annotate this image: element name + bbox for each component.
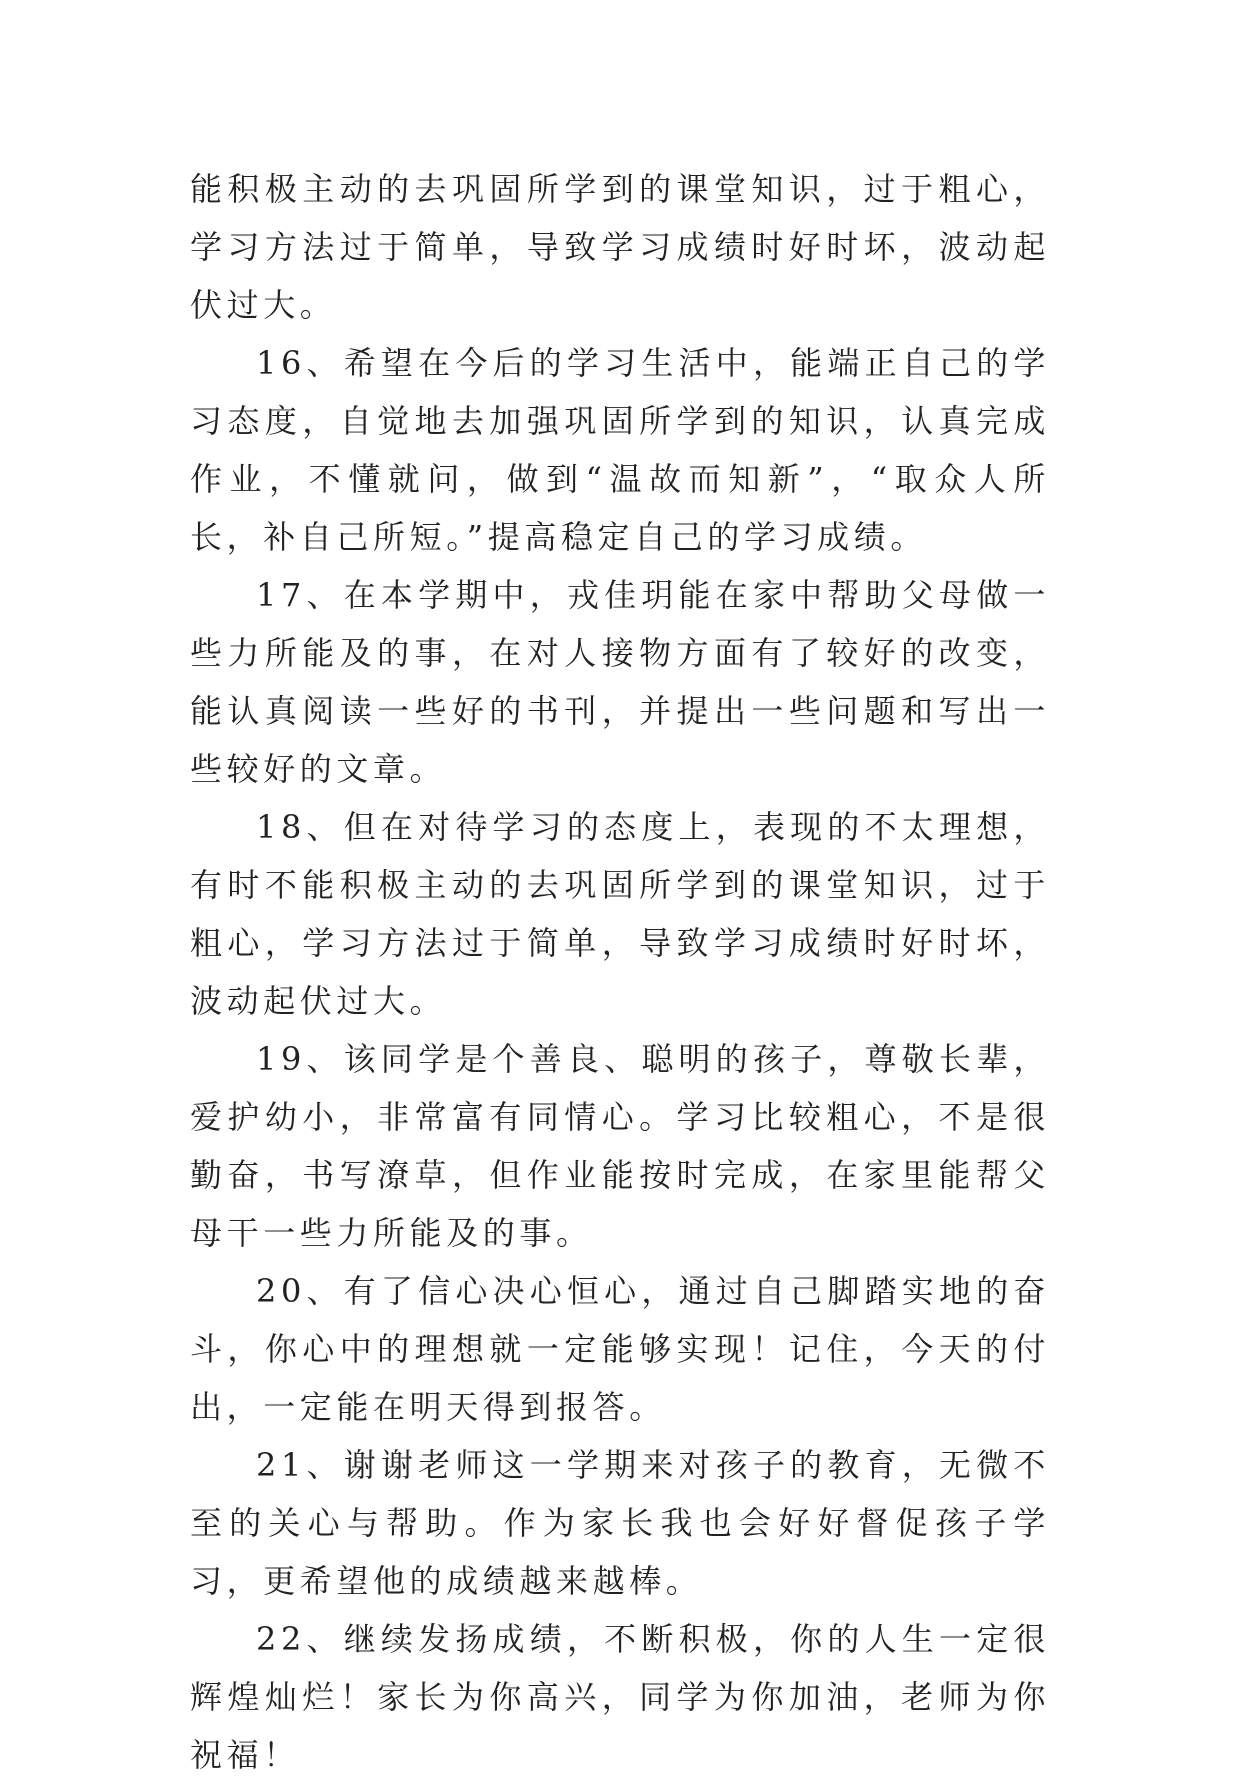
document-page bbox=[190, 160, 1050, 1784]
paragraph-17: 17、在本学期中，戎佳玥能在家中帮助父母做一些力所能及的事，在对人接物方面有了较好的改变，能认真阅读一些好的书刊，并提出一些问题和写出一些较好的文章。 bbox=[190, 576, 1050, 788]
paragraph-18: 18、但在对待学习的态度上，表现的不太理想，有时不能积极主动的去巩固所学到的课堂知识，过于粗心，学习方法过于简单，导致学习成绩时好时坏，波动起伏过大。 bbox=[190, 808, 1050, 1020]
paragraph-continuation: 能积极主动的去巩固所学到的课堂知识，过于粗心，学习方法过于简单，导致学习成绩时好时坏，波动起伏过大。 bbox=[190, 170, 1050, 324]
paragraph-20: 20、有了信心决心恒心，通过自己脚踏实地的奋斗，你心中的理想就一定能够实现！记住，今天的付出，一定能在明天得到报答。 bbox=[190, 1272, 1050, 1426]
paragraph-22: 22、继续发扬成绩，不断积极，你的人生一定很辉煌灿烂！家长为你高兴，同学为你加油，老师为你祝福！ bbox=[190, 1620, 1050, 1774]
paragraph-19: 19、该同学是个善良、聪明的孩子，尊敬长辈，爱护幼小，非常富有同情心。学习比较粗心，不是很勤奋，书写潦草，但作业能按时完成，在家里能帮父母干一些力所能及的事。 bbox=[190, 1040, 1050, 1252]
paragraph-21: 21、谢谢老师这一学期来对孩子的教育，无微不至的关心与帮助。作为家长我也会好好督促孩子学习，更希望他的成绩越来越棒。 bbox=[190, 1446, 1050, 1600]
paragraph-16: 16、希望在今后的学习生活中，能端正自己的学习态度，自觉地去加强巩固所学到的知识，认真完成作业，不懂就问，做到“温故而知新”，“取众人所长，补自己所短。”提高稳定自己的学习成绩。 bbox=[190, 344, 1050, 556]
